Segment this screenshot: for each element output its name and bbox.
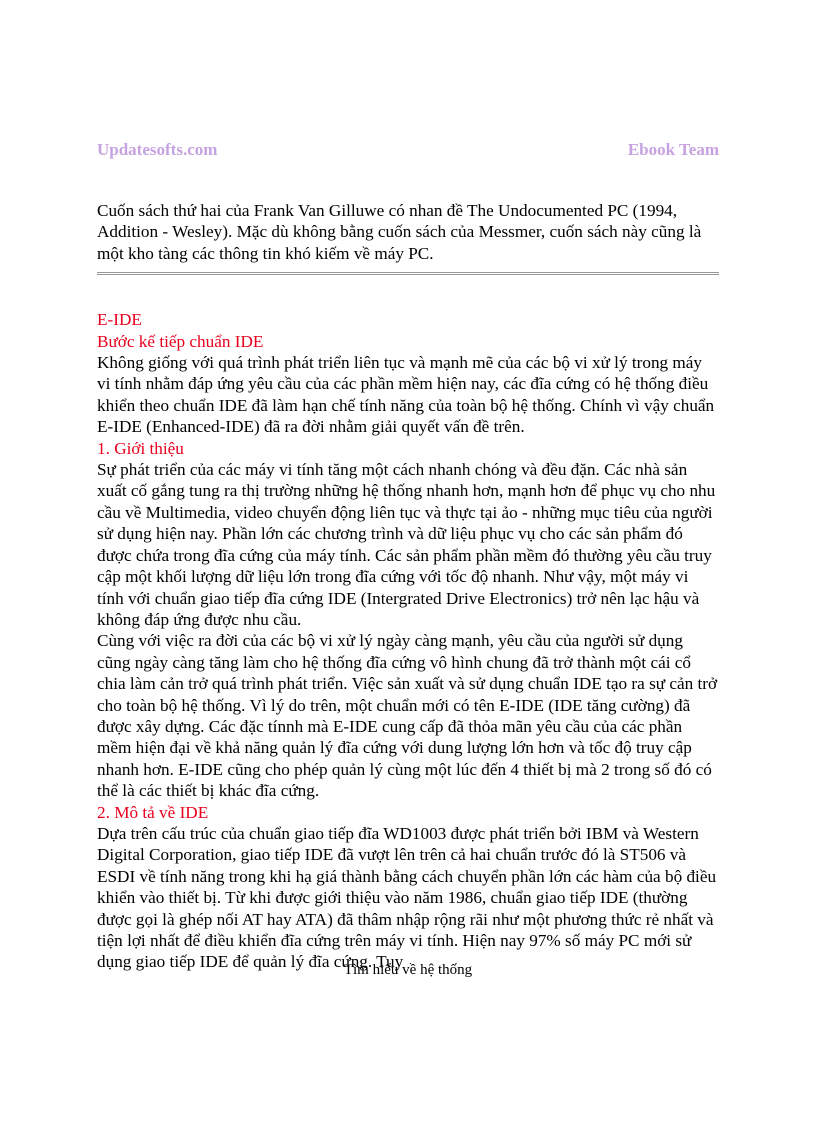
heading-ide-description: 2. Mô tả về IDE [97,802,209,822]
page-footer: Tìm hiểu về hệ thống [343,962,473,978]
paragraph-3: Cùng với việc ra đời của các bộ vi xử lý ngày càng mạnh, yêu cầu của người sử dụng cũng ngày càng tăng làm cho hệ thống đĩa cứng vô hình chung đã trở thành một cái cổ chia làm cản trở quá trình phát triển. Việc sản xuất và sử dụng chuẩn IDE tạo ra sự cản trở cho toàn bộ hệ thống. Vì lý do trên, một chuẩn mới có tên E-IDE (IDE tăng cường) đã được xây dựng. Các đặc tínnh mà E-IDE cung cấp đã thỏa mãn yêu cầu của các phần mềm hiện đại về khả năng quản lý đĩa cứng với dung lượng lớn hơn và tốc độ truy cập nhanh hơn. E-IDE cũng cho phép quản lý cùng một lúc đến 4 thiết bị mà 2 trong số đó có thể là các thiết bị khác đĩa cứng. [97,631,718,801]
paragraph-1: Không giống với quá trình phát triển liên tục và mạnh mẽ của các bộ vi xử lý trong máy vi tính nhằm đáp ứng yêu cầu của các phần mềm hiện nay, các đĩa cứng có hệ thống điều khiển theo chuẩn IDE đã làm hạn chế tính năng của toàn bộ hệ thống. Chính vì vậy chuẩn E-IDE (Enhanced-IDE) đã ra đời nhằm giải quyết vấn đề trên. [97,353,715,437]
paragraph-4: Dựa trên cấu trúc của chuẩn giao tiếp đĩa WD1003 được phát triển bởi IBM và Western Digital Corporation, giao tiếp IDE đã vượt lên trên cả hai chuẩn trước đó là ST506 và ESDI về tính năng trong khi hạ giá thành bằng cách chuyển phần lớn các hàm của bộ điều khiển vào thiết bị. Từ khi được giới thiệu vào năm 1986, chuẩn giao tiếp IDE (thường được gọi là ghép nối AT hay ATA) đã thâm nhập rộng rãi như một phương thức rẻ nhất và tiện lợi nhất để điều khiển đĩa cứng trên máy vi tính. Hiện nay 97% số máy PC mới sử dụng giao tiếp IDE để quản lý đĩa cứng. Tuy [97,823,717,972]
page-header [97,140,719,164]
header-team-name: Ebook Team [627,140,719,159]
heading-introduction: 1. Giới thiệu [97,438,184,458]
divider [97,272,719,275]
page-content [97,200,719,973]
header-site-name: Updatesofts.com [97,140,218,159]
section-subtitle: Bước kế tiếp chuẩn IDE [97,331,264,351]
section-title: E-IDE [97,310,142,330]
paragraph-2: Sự phát triển của các máy vi tính tăng một cách nhanh chóng và đều đặn. Các nhà sản xuất cố gắng tung ra thị trường những hệ thống nhanh hơn, mạnh hơn để phục vụ cho nhu cầu về Multimedia, video chuyển động liên tục và thực tại ảo - những mục tiêu của người sử dụng hiện nay. Phần lớn các chương trình và dữ liệu phục vụ cho các sản phẩm đó được chứa trong đĩa cứng của máy tính. Các sản phẩm phần mềm đó thường yêu cầu truy cập một khối lượng dữ liệu lớn trong đĩa cứng với tốc độ nhanh. Như vậy, một máy vi tính với chuẩn giao tiếp đĩa cứng IDE (Intergrated Drive Electronics) trở nên lạc hậu và không đáp ứng được nhu cầu. [97,460,716,629]
intro-paragraph: Cuốn sách thứ hai của Frank Van Gilluwe có nhan đề The Undocumented PC (1994, Addition - Wesley). Mặc dù không bằng cuốn sách của Messmer, cuốn sách này cũng là một kho tàng các thông tin khó kiếm về máy PC. [97,201,702,263]
